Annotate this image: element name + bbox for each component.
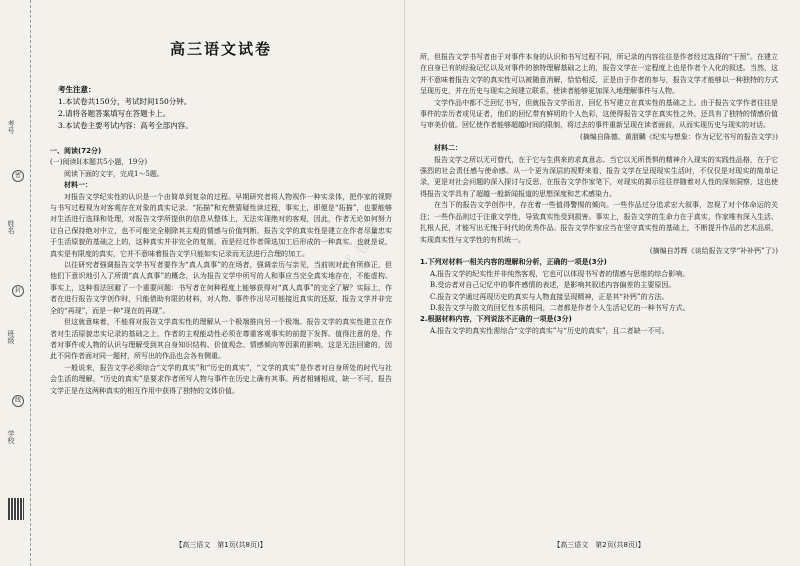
- notice-heading: 考生注意：: [58, 85, 96, 94]
- source-caption: (摘编自苏辉《谈给报告文学“补补钙”了》): [649, 246, 778, 255]
- option: C.报告文学通过再现历史的真实与人物直接呈现精神，正是其“补钙”的方法。: [430, 292, 669, 301]
- question-2: 2.根据材料内容，下列说法不正确的一项是(3分): [420, 315, 572, 324]
- notice-item: 2.请将各题答案填写在答题卡上。: [58, 109, 171, 118]
- paragraph: 报告文学之所以无可替代，在于它与生俱来的求真意志。当它以无所畏惧的精神介入现实的实践性品格，在于它强烈的社会责任感与使命感。从一个更为深层的视野来看，报告文学在呈现现实生活时，不仅仅是对现实的简单记录，更是对社会问题的深入探讨与反思，在报告文学作家笔下，对现实的揭示往往伴随着对人性的深刻洞察，这也使得报告文学具有了超越一般新闻报道的思想深度和艺术感染力。: [420, 155, 778, 198]
- paragraph: 一般说来，报告文学必须综合“文学的真实”和“历史的真实”，“文学的真实”是作者对自身所处的时代与社会生活的理解，“历史的真实”是要求作者所写人物与事件在历史上确有其事。两者相辅相成，缺一不可，报告文学正是在这两种真实的相互作用中获得了独特的文体价值。: [50, 363, 392, 395]
- seal-circle: 线: [12, 395, 24, 407]
- option: A.报告文学的真实性需综合“文学的真实”与“历史的真实”，且二者缺一不可。: [430, 326, 669, 335]
- subsection-heading: (一)阅读Ⅰ(本题共5小题，19分): [50, 158, 148, 167]
- paragraph: 对报告文学纪实性的认识是一个由简单到复杂的过程。早期研究者将人物视作一种实录体，把作家的视野与书写过程视为对客观存在对象的真实记录。“拓描”和充赞猜疑性读过程，事实上，即便是“拓描”，也要能够对生活进行选择和处理，对报告文学所提供的信息从整体上，无法实现绝对的客观，因此，作者无论如何努力让自己保持绝对中立，也不可能完全剔除其主观的情感与价值判断，报告文学的真实性是建立在作者尽量忠实于生活原貌的基础之上的，这种真实并非完全的复制，而是经过作者筛选加工后形成的一种真实。也就是说，真实是有限度的真实，它并不意味着报告文学只能如实记录而无法进行合理的加工。: [50, 192, 392, 258]
- paragraph: 但这就意味着，不能将对报告文学真实性的理解从一个极端推向另一个极端。报告文学的真实性建立在作者对生活原貌忠实记录的基础之上，作者的主观能动性必须在尊重客观事实的前提下发挥。值得注意的是，作者对事件或人物的认识与理解受到其自身知识结构、价值观念、情感倾向等因素的影响，这是无法回避的，因此不同作者面对同一题材，所写出的作品也会各有侧重。: [50, 318, 392, 361]
- exam-notice: [58, 84, 388, 132]
- notice-item: 3.本试卷主要考试内容：高考全部内容。: [58, 121, 193, 130]
- paragraph: 以往研究者强调报告文学书写者要作为“真人真事”的在场者，强调亲历与亲见，当前则对此有所修正，但他们下意识地引入了所谓“真人真事”的概念，认为报告文学中所写的人和事应当完全真实地存在，不能虚构。事实上，这种看法回避了一个重要问题：书写者在何种程度上能够获得对“真人真事”的完全了解？实际上，作者在进行报告文学创作时，只能借助有限的材料，对人物、事件作出尽可能接近真实的还原，报告文学并非完全的“再现”，而是一种“现在的再现”。: [50, 261, 392, 315]
- paragraph: 所，但报告文学书写者由于对事件本身的认识和书写过程不同，所记录的内容往往是作者经过选择的“干预”。在建立在自身已有的经验记忆以及对事件的独特理解基础之上的，报告文学在一定程度上也是作者个人化的叙述。当然，这并不意味着报告文学的真实性可以被随意消解，恰恰相反，正是由于作者的参与，报告文学才能够以一种独特的方式呈现历史，并在历史与现实之间建立联系，使读者能够更加深入地理解事件与人物。: [420, 53, 778, 96]
- right-column: [420, 52, 778, 532]
- option: A.报告文学的纪实性并非纯然客观，它也可以体现书写者的情感与思维的综合影响。: [430, 269, 690, 278]
- qr-code-icon: [8, 498, 24, 520]
- material-label: 材料二：: [434, 144, 462, 153]
- seal-circle: 密: [12, 170, 24, 182]
- instruction-text: 阅读下面的文字，完成1～5题。: [64, 169, 164, 178]
- seal-circle: 封: [12, 285, 24, 297]
- option: B.受访者对自己记忆中的事件感情的表述，是影响其叙述内容偏差的主要原因。: [430, 281, 676, 290]
- watermark: 高中试卷君: [314, 215, 388, 309]
- source-caption: (摘编自陈德、黄朋麟《纪实与想象：作为记忆书写的报告文学》): [580, 132, 778, 141]
- section-heading: 一、阅读(72分): [50, 147, 102, 155]
- paragraph: 在当下的报告文学创作中，存在着一些值得警惕的倾向。一些作品过分追求宏大叙事，忽视了对个体命运的关注；一些作品则过于注重文学性，导致真实性受到损害。事实上，报告文学的生命力在于真实，作家唯有深入生活、扎根人民，才能写出无愧于时代的优秀作品。报告文学作家应当在坚守真实性的基础上，不断提升作品的艺术品质，实现真实性与文学性的有机统一。: [420, 201, 778, 244]
- material-label: 材料一：: [64, 181, 92, 190]
- paragraph: 文学作品中都不乏回忆书写，但就报告文学而言，回忆书写建立在真实性的基础之上。由于报告文学作者往往是事件的亲历者或见证者，他们的回忆带有鲜明的个人色彩，这使得报告文学在真实性之外，还具有了独特的情感价值与审美价值。回忆使作者能够超越时间的限制，将过去的事件重新呈现在读者面前，从而实现历史与现实的对话。: [420, 98, 778, 130]
- binding-label: 班级: [7, 330, 15, 344]
- page-footer: 【高三语文 第1页(共8页)】: [175, 541, 267, 549]
- column-divider: [404, 0, 405, 566]
- binding-label: 考号: [7, 120, 15, 134]
- binding-label: 姓名: [7, 220, 15, 234]
- page-footer: 【高三语文 第2页(共8页)】: [553, 541, 645, 549]
- binding-margin: [0, 0, 31, 566]
- option: D.报告文学与散文的回忆性本质相同，二者都是作者个人生活记忆的一种书写方式。: [430, 303, 690, 312]
- question-1: 1.下列对材料一相关内容的理解和分析，正确的一项是(3分): [420, 258, 607, 267]
- left-column: [50, 146, 392, 531]
- page-title: 高三语文试卷: [169, 40, 272, 58]
- binding-label: 学校: [7, 430, 15, 444]
- notice-item: 1.本试卷共150分，考试时间150分钟。: [58, 97, 192, 106]
